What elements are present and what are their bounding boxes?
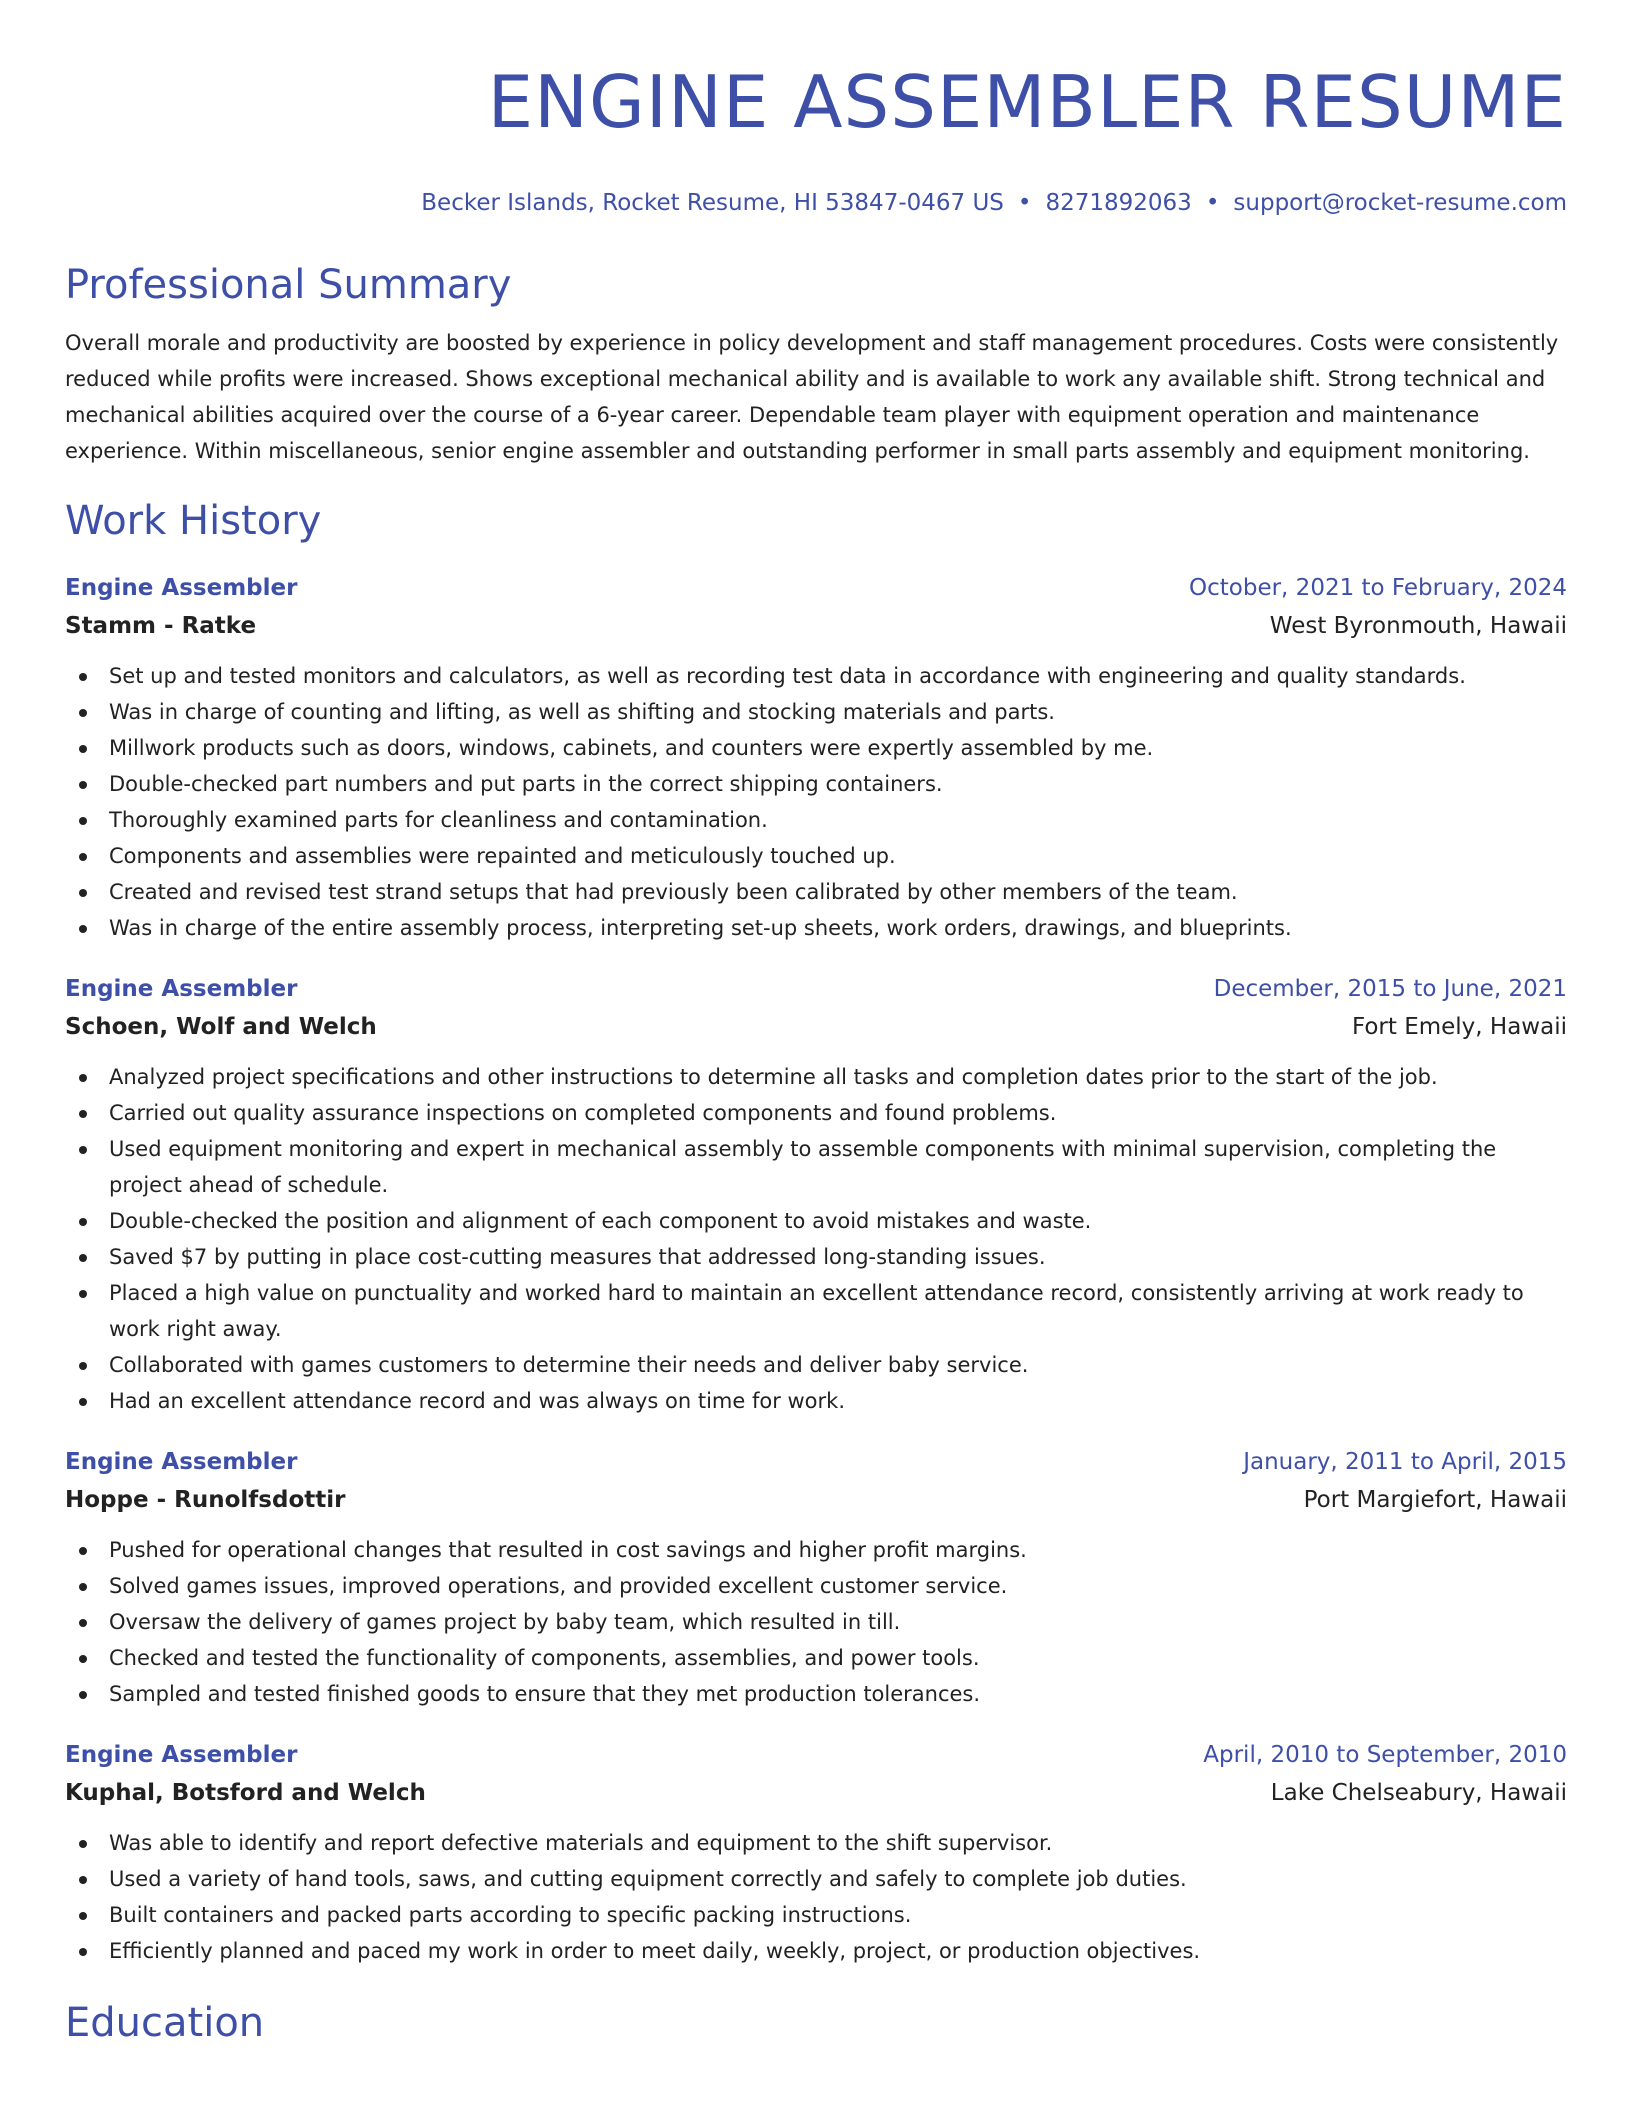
job-entry: [65, 1443, 1567, 1712]
job-employer-row: [65, 1008, 1567, 1046]
job-duty-item: Millwork products such as doors, windows, cabinets, and counters were expertly assembled by me.: [65, 730, 1567, 766]
job-dates: December, 2015 to June, 2021: [1213, 976, 1567, 1002]
job-duty-item: Set up and tested monitors and calculators, as well as recording test data in accordance with engineering and quality standards.: [65, 658, 1567, 694]
job-duty-item: Had an excellent attendance record and was always on time for work.: [65, 1383, 1567, 1419]
job-title: Engine Assembler: [65, 1742, 298, 1768]
job-duty-item: Used equipment monitoring and expert in mechanical assembly to assemble components with minimal supervision, completing the project ahead of schedule.: [65, 1131, 1567, 1203]
job-location: Lake Chelseabury, Hawaii: [1270, 1780, 1567, 1806]
job-entry: [65, 970, 1567, 1419]
job-title: Engine Assembler: [65, 1449, 298, 1475]
job-duty-item: Pushed for operational changes that resulted in cost savings and higher profit margins.: [65, 1532, 1567, 1568]
education-heading: Education: [65, 2000, 265, 2046]
job-dates: January, 2011 to April, 2015: [1243, 1449, 1567, 1475]
job-company: Stamm - Ratke: [65, 613, 257, 639]
job-duties-list: [65, 1532, 1567, 1712]
job-header-row: [65, 1443, 1567, 1481]
job-duty-item: Analyzed project specifications and other instructions to determine all tasks and completion dates prior to the start of the job.: [65, 1059, 1567, 1095]
job-duty-item: Oversaw the delivery of games project by baby team, which resulted in till.: [65, 1604, 1567, 1640]
job-duty-item: Used a variety of hand tools, saws, and cutting equipment correctly and safely to complete job duties.: [65, 1861, 1567, 1897]
job-title: Engine Assembler: [65, 976, 298, 1002]
job-header-row: [65, 970, 1567, 1008]
job-duty-item: Double-checked part numbers and put parts in the correct shipping containers.: [65, 766, 1567, 802]
job-duty-item: Collaborated with games customers to determine their needs and deliver baby service.: [65, 1347, 1567, 1383]
job-entry: [65, 569, 1567, 946]
job-duty-item: Created and revised test strand setups that had previously been calibrated by other members of the team.: [65, 874, 1567, 910]
contact-email[interactable]: support@rocket-resume.com: [1233, 190, 1567, 216]
job-duty-item: Thoroughly examined parts for cleanliness and contamination.: [65, 802, 1567, 838]
job-duty-item: Was able to identify and report defective materials and equipment to the shift supervisor.: [65, 1825, 1567, 1861]
job-duty-item: Was in charge of the entire assembly process, interpreting set-up sheets, work orders, drawings, and blueprints.: [65, 910, 1567, 946]
job-location: Port Margiefort, Hawaii: [1303, 1487, 1567, 1513]
job-company: Kuphal, Botsford and Welch: [65, 1780, 426, 1806]
job-dates: October, 2021 to February, 2024: [1189, 575, 1567, 601]
job-company: Hoppe - Runolfsdottir: [65, 1487, 346, 1513]
job-duty-item: Sampled and tested finished goods to ensure that they met production tolerances.: [65, 1676, 1567, 1712]
job-entry: [65, 1736, 1567, 1969]
job-duty-item: Carried out quality assurance inspections on completed components and found problems.: [65, 1095, 1567, 1131]
job-duty-item: Saved $7 by putting in place cost-cutting measures that addressed long-standing issues.: [65, 1239, 1567, 1275]
contact-separator: •: [1017, 190, 1032, 216]
job-duty-item: Efficiently planned and paced my work in order to meet daily, weekly, project, or production objectives.: [65, 1933, 1567, 1969]
job-duty-item: Solved games issues, improved operations, and provided excellent customer service.: [65, 1568, 1567, 1604]
job-duties-list: [65, 1825, 1567, 1969]
contact-phone[interactable]: 8271892063: [1045, 190, 1192, 216]
job-duty-item: Checked and tested the functionality of components, assemblies, and power tools.: [65, 1640, 1567, 1676]
job-location: West Byronmouth, Hawaii: [1269, 613, 1567, 639]
job-duties-list: [65, 658, 1567, 946]
job-duty-item: Built containers and packed parts according to specific packing instructions.: [65, 1897, 1567, 1933]
contact-address: Becker Islands, Rocket Resume, HI 53847-0467 US: [421, 190, 1004, 216]
job-employer-row: [65, 1774, 1567, 1812]
work-history-heading: Work History: [65, 498, 322, 544]
contact-line: [65, 187, 1567, 219]
job-dates: April, 2010 to September, 2010: [1203, 1742, 1567, 1768]
job-duty-item: Components and assemblies were repainted and meticulously touched up.: [65, 838, 1567, 874]
resume-title: ENGINE ASSEMBLER RESUME: [487, 60, 1567, 144]
contact-separator: •: [1205, 190, 1220, 216]
job-employer-row: [65, 1481, 1567, 1519]
job-header-row: [65, 569, 1567, 607]
job-duty-item: Placed a high value on punctuality and worked hard to maintain an excellent attendance record, consistently arriving at work ready to work right away.: [65, 1275, 1567, 1347]
job-duties-list: [65, 1059, 1567, 1419]
job-duty-item: Double-checked the position and alignment of each component to avoid mistakes and waste.: [65, 1203, 1567, 1239]
job-employer-row: [65, 607, 1567, 645]
job-title: Engine Assembler: [65, 575, 298, 601]
job-duty-item: Was in charge of counting and lifting, as well as shifting and stocking materials and parts.: [65, 694, 1567, 730]
job-header-row: [65, 1736, 1567, 1774]
professional-summary-text: Overall morale and productivity are boosted by experience in policy development and staff management procedures. Costs were consistently reduced while profits were increased. Shows exceptional mechanical ability and is available to work any available shift. Strong technical and mechanical abilities acquired over the course of a 6-year career. Dependable team player with equipment operation and maintenance experience. Within miscellaneous, senior engine assembler and outstanding performer in small parts assembly and equipment monitoring.: [65, 331, 1559, 463]
job-location: Fort Emely, Hawaii: [1351, 1014, 1567, 1040]
professional-summary-heading: Professional Summary: [65, 262, 512, 308]
job-company: Schoen, Wolf and Welch: [65, 1014, 377, 1040]
